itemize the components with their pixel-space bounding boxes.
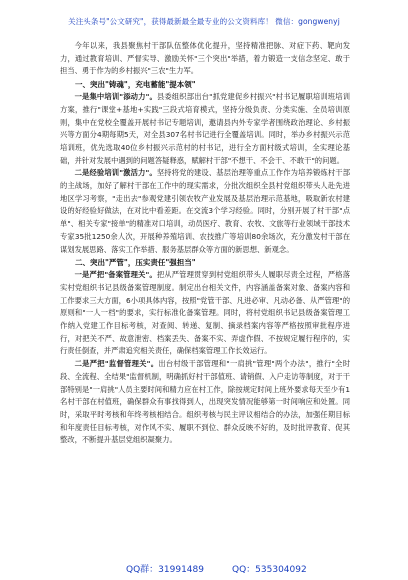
section2-paragraph-2-lead: 二是严把"监督管理关"。: [74, 359, 159, 369]
intro-paragraph: 今年以来，我县聚焦村干部队伍整体优化提升，坚持精准把脉、对症下药、靶向发力，通过教育培训、严督实导、激励关怀"三个突出"举措，着力锻造一支信念坚定、敢于担当、勇于作为的乡村振兴"三农"生力军。: [60, 41, 350, 76]
header-promo-text: 关注头条号"公文研究"，获得最新最全最专业的公文资料库！ 微信：gongwenyj: [68, 17, 340, 26]
section-heading-2: 二、突出"严管"，压实责任"强担当": [75, 258, 196, 268]
section1-paragraph-2-text: 坚持将党的建设、基层治理等重点工作作为培养锻炼村干部的主战场，加好了解村干部在工作中的现实需求，分批次组织全县村党组织带头人赴先进地区学习考察，"走出去"参观党建引领农牧产业发展及基层治理示范基地，吸取新农村建设的好经验好做法，在对比中看差距。在交流3个学习经验。同时，分别开展了村干部"点单"、相关专家"接单"的精准对口培训，动员医疗、教育、农牧、文旅等行业领域干部技术专家35批1250余人次，开展种养殖培训、农技推广等培训80余场次，充分激发村干部在谋划发展思路、落实工作举措、服务基层群众等方面的新思想、新观念。: [60, 168, 350, 254]
section2-paragraph-2: [60, 358, 350, 447]
section1-paragraph-1: [60, 91, 350, 167]
section2-paragraph-1-text: 把从严管理贯穿到村党组织带头人履职尽责全过程，严格落实村党组织书记县级备案管理制度。制定出台相关文件，内容涵盖备案对象、备案内容和工作要求三大方面，6小项具体内容，按照"党管干部、凡进必审、凡动必备、从严管理"的原则和"一人一档"的要求，实行标准化备案管理。同时，将村党组织书记县级备案管理工作纳入党建工作目标考核，对查阅、转递、复制、摘录档案内容等严格按照审批程序进行，对把关不严、故意泄密、档案丢失、备案不实、弄虚作假、不按规定履行程序的，实行责任倒查，并严肃追究相关责任，确保档案管理工作长效运行。: [60, 270, 350, 356]
section2-paragraph-2-text: 出台村级干部管理和"一肩挑"管理"两个办法"，推行"全时段、全流程、全结果"监督机制，明确抓好村干部值班、请销假、入户走访等制度，对于干部特别是"一肩挑"人员主要时间和精力应在村工作，除按规定时间上班外要求每天至少有1名村干部在村值班，确保群众有事找得到人，出现突发情况能够第一时间响应和处置。同时，采取平时考核和年终考核相结合。组织考核与民主评议相结合的办法，加强任期目标和年度责任目标考核，对作风不实、履职不到位、群众反映不好的，及时批评教育、促其整改，不断提升基层党组织凝聚力。: [60, 359, 350, 445]
document-body: [60, 40, 350, 447]
section2-paragraph-1-lead: 一是严把"备案管理关"。: [74, 270, 157, 280]
section-heading-1: 一、突出"铸魂"，充电蓄能"提本领": [75, 80, 196, 90]
section1-paragraph-1-lead: 一是集中培训"添动力"。: [74, 92, 157, 102]
section1-paragraph-1-text: 县委组织部出台"抓党建促乡村振兴"村书记履职培训班培训方案，推行"课堂+基地+实践"三段式培育模式，坚持分级负责、分类实施、全员培训原则，集中在党校全覆盖开展村书记专题培训，邀请县内外专家学者围绕政治理论、乡村振兴等方面分4期每期5天，对全县307名村书记进行全覆盖培训。同时，举办乡村振兴示范培训班，优先选取40位乡村振兴示范村的村书记，进行全方面村级式培训，全实理论基础，并针对发展中遇到的问题答疑释惑，赋解村干部"不想干、不会干、不敢干"的问题。: [60, 92, 350, 165]
section2-paragraph-1: [60, 269, 350, 358]
footer-qq-number: QQ：535304092: [232, 565, 307, 575]
section1-paragraph-2-lead: 二是经验培训"激活力"。: [74, 168, 157, 178]
footer-qq-group: QQ群：31991489: [126, 565, 204, 575]
section1-paragraph-2: [60, 167, 350, 256]
